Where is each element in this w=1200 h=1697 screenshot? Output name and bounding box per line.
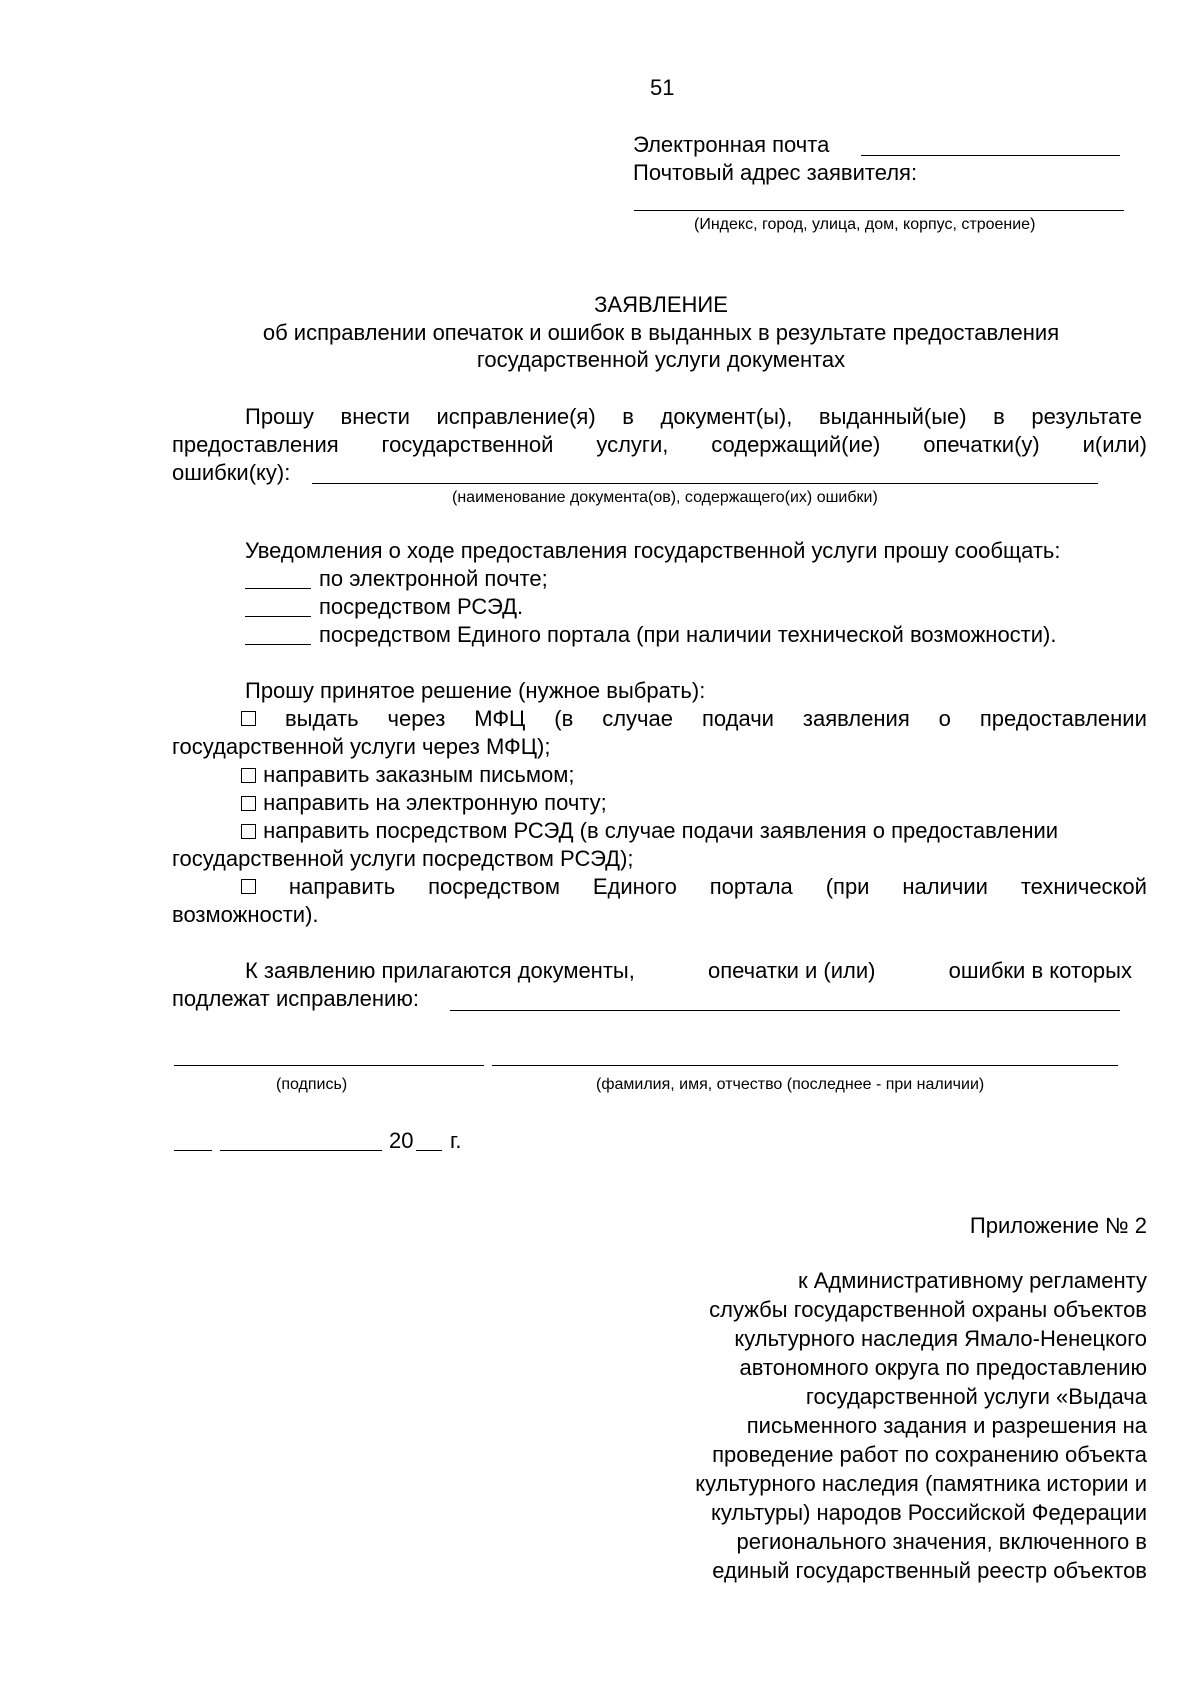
notification-rsed-mark[interactable]	[245, 616, 311, 617]
decision-option-rsed-cont: государственной услуги посредством РСЭД);	[172, 846, 634, 871]
date-month-blank[interactable]	[220, 1150, 382, 1151]
document-name-hint: (наименование документа(ов), содержащего(их) ошибки)	[452, 489, 878, 506]
request-line1: Прошу внести исправление(я) в документ(ы), выданный(ые) в результате	[245, 404, 1142, 429]
page-number: 51	[650, 75, 675, 100]
notification-email-option: по электронной почте;	[319, 566, 548, 591]
appendix-line: регионального значения, включенного в	[736, 1529, 1147, 1554]
email-label: Электронная почта	[633, 132, 830, 157]
appendix-line: культуры) народов Российской Федерации	[710, 1500, 1147, 1525]
notification-rsed-option: посредством РСЭД.	[319, 594, 524, 619]
request-line3-label: ошибки(ку):	[172, 460, 291, 485]
date-year-suffix: г.	[450, 1128, 462, 1153]
postal-address-blank[interactable]	[634, 210, 1124, 211]
date-year-blank[interactable]	[416, 1150, 442, 1151]
checkbox-registered-mail[interactable]	[241, 768, 256, 783]
decision-option-registered-mail: направить заказным письмом;	[241, 762, 575, 788]
signature-blank[interactable]	[174, 1065, 484, 1066]
checkbox-mfc[interactable]	[241, 711, 256, 726]
document-subtitle-line2: государственной услуги документах	[476, 347, 846, 372]
notification-portal-mark[interactable]	[245, 644, 311, 645]
full-name-blank[interactable]	[492, 1065, 1118, 1066]
request-line2: предоставления государственной услуги, содержащий(ие) опечатки(у) и(или)	[172, 432, 1147, 457]
appendix-line: культурного наследия Ямало-Ненецкого	[734, 1326, 1147, 1351]
decision-option-portal: направить посредством Единого портала (при наличии технической	[241, 874, 1147, 900]
appendix-line: культурного наследия (памятника истории и	[695, 1471, 1147, 1496]
decision-option-rsed: направить посредством РСЭД (в случае подачи заявления о предоставлении	[241, 818, 1058, 844]
document-title: ЗАЯВЛЕНИЕ	[594, 292, 728, 317]
postal-address-hint: (Индекс, город, улица, дом, корпус, строение)	[694, 216, 1036, 233]
appendix-line: к Административному регламенту	[797, 1268, 1147, 1293]
notification-email-mark[interactable]	[245, 588, 311, 589]
decision-intro: Прошу принятое решение (нужное выбрать):	[245, 678, 706, 703]
decision-option-mfc-cont: государственной услуги через МФЦ);	[172, 734, 551, 759]
document-name-blank[interactable]	[312, 483, 1098, 484]
appendix-title: Приложение № 2	[969, 1213, 1147, 1238]
appendix-line: письменного задания и разрешения на	[746, 1413, 1147, 1438]
attachments-blank[interactable]	[450, 1010, 1120, 1011]
attachments-line1: К заявлению прилагаются документы, опечатки и (или) ошибки в которых	[245, 958, 1132, 983]
checkbox-rsed[interactable]	[241, 824, 256, 839]
full-name-hint: (фамилия, имя, отчество (последнее - при наличии)	[596, 1076, 985, 1093]
document-subtitle-line1: об исправлении опечаток и ошибок в выданных в результате предоставления	[262, 320, 1060, 345]
attachments-line2: подлежат исправлению:	[172, 986, 419, 1011]
date-year-prefix: 20	[389, 1128, 414, 1153]
signature-hint: (подпись)	[276, 1076, 348, 1093]
decision-option-email: направить на электронную почту;	[241, 790, 607, 816]
email-blank[interactable]	[861, 155, 1120, 156]
postal-address-label: Почтовый адрес заявителя:	[633, 160, 918, 185]
checkbox-email[interactable]	[241, 796, 256, 811]
decision-option-mfc: выдать через МФЦ (в случае подачи заявления о предоставлении	[241, 706, 1147, 732]
appendix-line: государственной услуги «Выдача	[805, 1384, 1147, 1409]
notifications-intro: Уведомления о ходе предоставления государственной услуги прошу сообщать:	[245, 538, 1061, 563]
appendix-line: единый государственный реестр объектов	[712, 1558, 1147, 1583]
decision-option-portal-cont: возможности).	[172, 902, 319, 927]
notification-portal-option: посредством Единого портала (при наличии технической возможности).	[319, 622, 1057, 647]
appendix-line: службы государственной охраны объектов	[709, 1297, 1147, 1322]
date-day-blank[interactable]	[174, 1150, 212, 1151]
checkbox-portal[interactable]	[241, 879, 256, 894]
appendix-line: проведение работ по сохранению объекта	[712, 1442, 1147, 1467]
appendix-line: автономного округа по предоставлению	[739, 1355, 1147, 1380]
